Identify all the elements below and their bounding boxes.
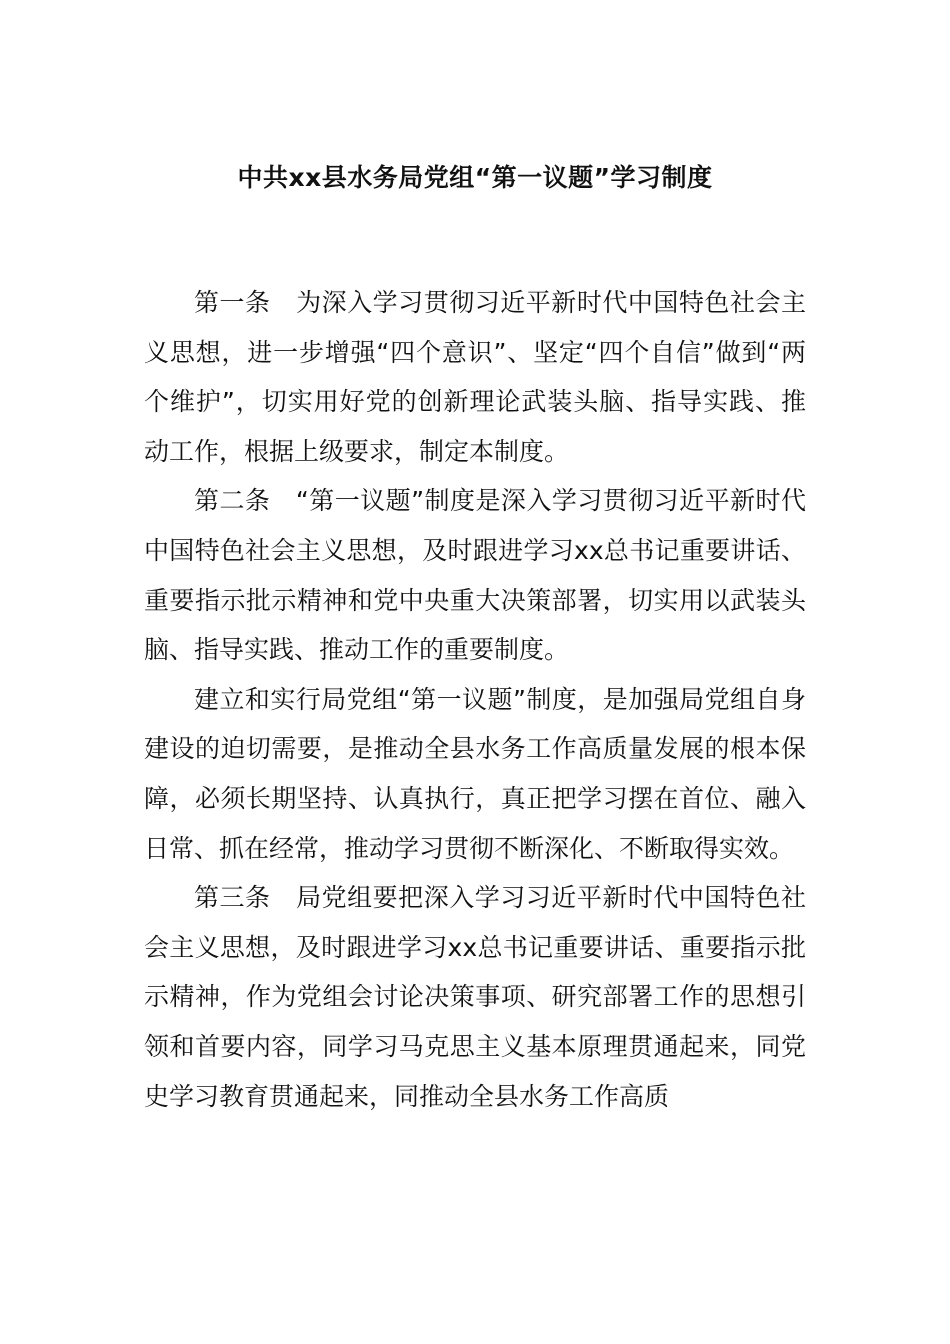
paragraph-article-2-continued: 建立和实行局党组“第一议题”制度，是加强局党组自身建设的迫切需要，是推动全县水务工作高质量发展的根本保障，必须长期坚持、认真执行，真正把学习摆在首位、融入日常、抓在经常，推动学习贯彻不断深化、不断取得实效。 [144,684,806,863]
document-title: 中共xx县水务局党组“第一议题”学习制度 [237,163,713,192]
paragraph-article-1: 第一条 为深入学习贯彻习近平新时代中国特色社会主义思想，进一步增强“四个意识”、坚定“四个自信”做到“两个维护”，切实用好党的创新理论武装头脑、指导实践、推动工作，根据上级要求，制定本制度。 [144,288,806,466]
paragraph-article-3: 第三条 局党组要把深入学习习近平新时代中国特色社会主义思想，及时跟进学习xx总书记重要讲话、重要指示批示精神，作为党组会讨论决策事项、研究部署工作的思想引领和首要内容，同学习马克思主义基本原理贯通起来，同党史学习教育贯通起来，同推动全县水务工作高质 [144,883,806,1111]
paragraph-article-2: 第二条 “第一议题”制度是深入学习贯彻习近平新时代中国特色社会主义思想，及时跟进学习xx总书记重要讲话、重要指示批示精神和党中央重大决策部署，切实用以武装头脑、指导实践、推动工作的重要制度。 [144,486,806,665]
document-body [144,278,806,1121]
